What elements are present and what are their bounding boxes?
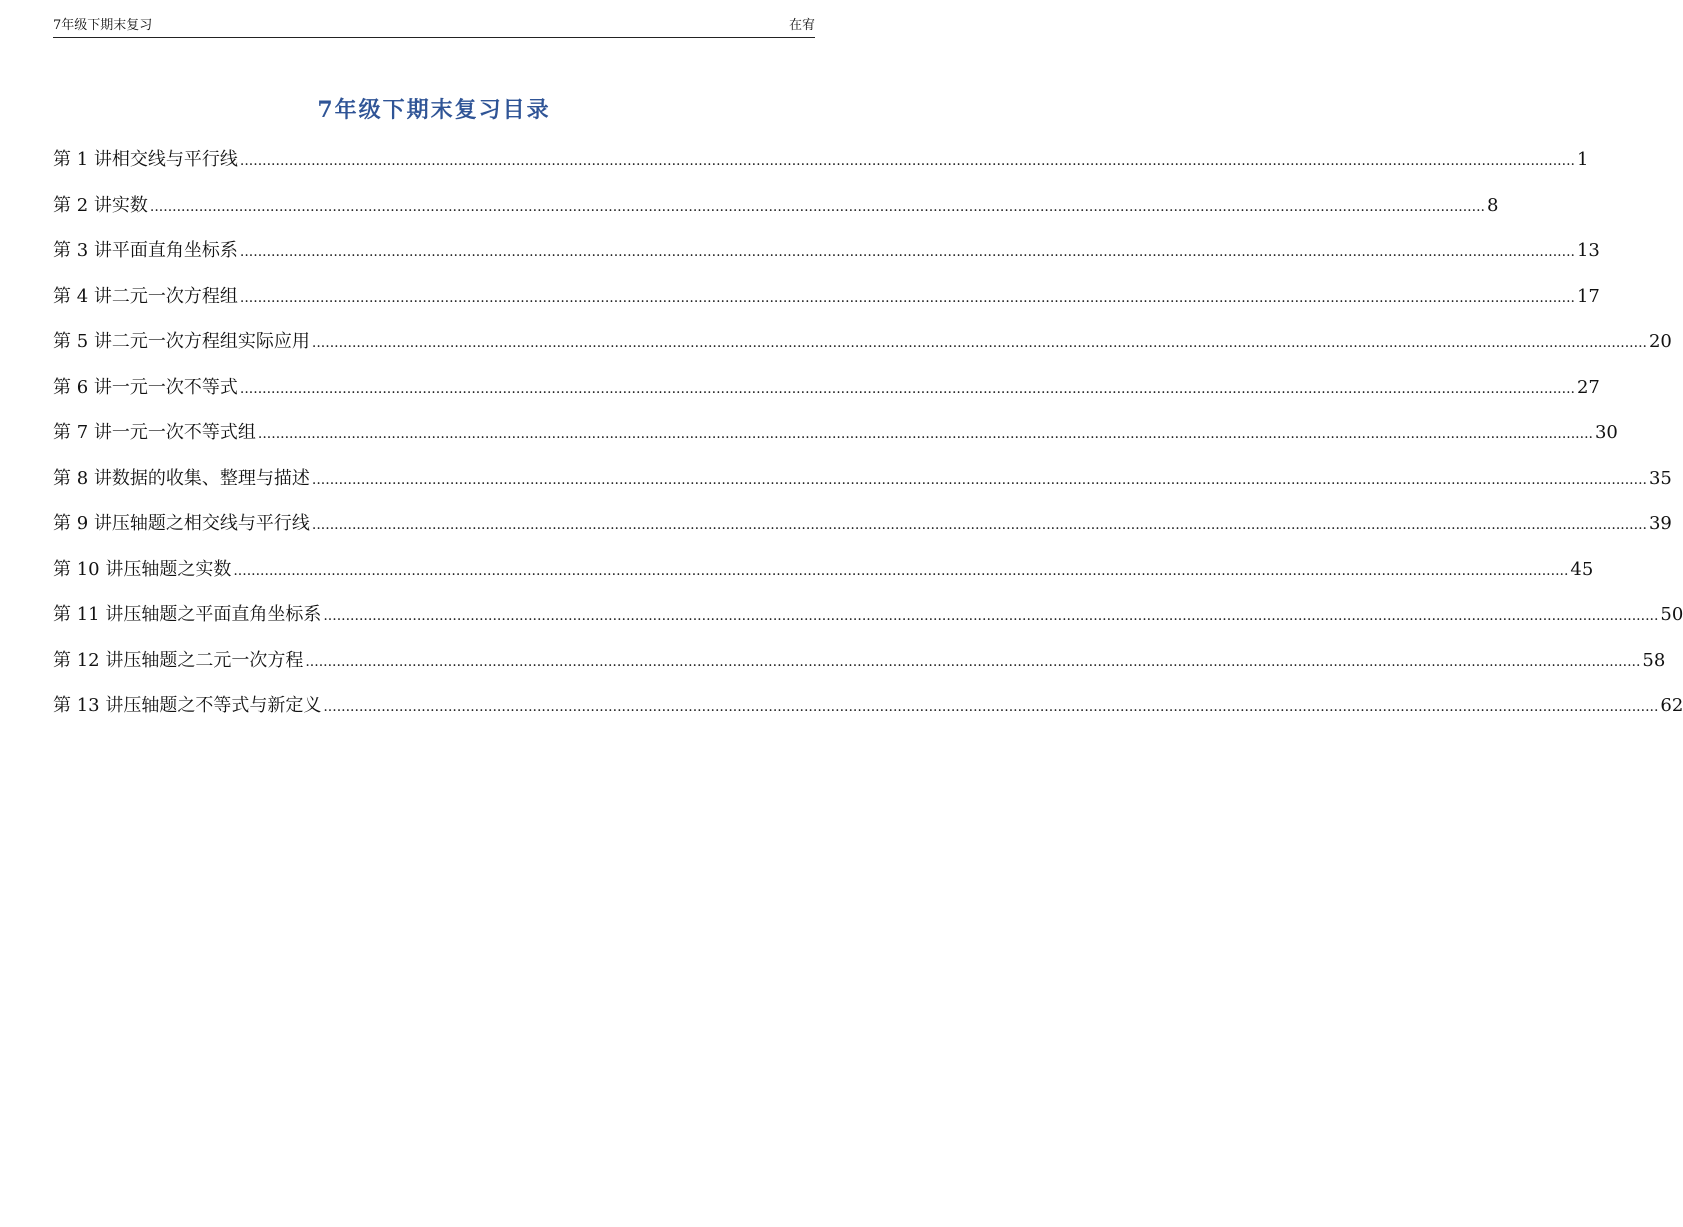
toc-entry-page: 39 <box>1648 513 1672 534</box>
header-left-text: 7年级下期末复习 <box>53 18 153 33</box>
toc-entry-leader: ............................................................................................................................................................................................................................................................................................................ <box>323 699 1659 715</box>
toc-entry-number: 第 6 讲 <box>53 376 112 398</box>
toc-entry-page: 45 <box>1570 558 1594 580</box>
toc-entry-title: 一元一次不等式 <box>111 376 238 398</box>
toc-entry-page: 58 <box>1642 649 1666 671</box>
toc-entry-page: 17 <box>1576 285 1600 307</box>
toc-entry[interactable] <box>53 237 1600 283</box>
toc-entry-leader: ............................................................................................................................................................................................................................................................................................................ <box>311 517 1647 533</box>
toc-title: 7年级下期末复习目录 <box>317 97 551 123</box>
toc-entry[interactable] <box>53 601 1683 647</box>
toc-entry-number: 第 13 讲 <box>53 695 124 716</box>
toc-entry-title: 二元一次方程组实际应用 <box>111 331 310 352</box>
toc-entry-title: 压轴题之相交线与平行线 <box>111 513 310 534</box>
toc-entry-page: 35 <box>1648 467 1672 489</box>
toc-entry-number: 第 4 讲 <box>53 285 112 307</box>
toc-list <box>53 146 1683 738</box>
toc-entry-number: 第 7 讲 <box>53 422 112 443</box>
toc-entry-number: 第 3 讲 <box>53 240 112 261</box>
toc-entry-number: 第 11 讲 <box>53 604 124 625</box>
toc-entry[interactable] <box>53 328 1672 374</box>
toc-entry-page: 30 <box>1594 422 1618 443</box>
toc-entry-page: 8 <box>1486 194 1499 216</box>
toc-entry-leader: ............................................................................................................................................................................................................................................................................................................ <box>311 335 1647 351</box>
toc-entry-leader: ............................................................................................................................................................................................................................................................................................................ <box>149 198 1485 215</box>
toc-entry-number: 第 2 讲 <box>53 194 112 216</box>
toc-entry-number: 第 9 讲 <box>53 513 112 534</box>
toc-entry-title: 相交线与平行线 <box>111 149 238 170</box>
toc-entry[interactable] <box>53 556 1594 602</box>
page-header <box>53 16 815 38</box>
toc-entry[interactable] <box>53 465 1672 511</box>
toc-entry-number: 第 10 讲 <box>53 558 124 580</box>
toc-entry-title: 二元一次方程组 <box>111 285 238 307</box>
toc-entry[interactable] <box>53 419 1618 465</box>
toc-entry-title: 压轴题之二元一次方程 <box>123 649 304 671</box>
toc-entry-leader: ............................................................................................................................................................................................................................................................................................................ <box>233 562 1569 579</box>
toc-entry[interactable] <box>53 647 1666 693</box>
toc-entry-title: 压轴题之实数 <box>123 558 232 580</box>
toc-entry[interactable] <box>53 192 1499 238</box>
toc-entry-leader: ............................................................................................................................................................................................................................................................................................................ <box>257 426 1593 442</box>
toc-entry[interactable] <box>53 374 1600 420</box>
toc-entry-page: 20 <box>1648 331 1672 352</box>
toc-entry-leader: ............................................................................................................................................................................................................................................................................................................ <box>323 608 1659 624</box>
toc-entry[interactable] <box>53 146 1589 192</box>
toc-entry-leader: ............................................................................................................................................................................................................................................................................................................ <box>239 244 1575 260</box>
toc-entry-title: 压轴题之不等式与新定义 <box>123 695 322 716</box>
header-right-text: 在宥 <box>788 18 815 33</box>
toc-entry-title: 平面直角坐标系 <box>111 240 238 261</box>
toc-entry-page: 62 <box>1660 695 1683 716</box>
toc-entry[interactable] <box>53 283 1600 329</box>
toc-entry-page: 1 <box>1576 149 1589 170</box>
toc-entry-number: 第 12 讲 <box>53 649 124 671</box>
toc-entry-title: 实数 <box>111 194 148 216</box>
toc-entry-leader: ............................................................................................................................................................................................................................................................................................................ <box>305 653 1641 670</box>
toc-entry-number: 第 5 讲 <box>53 331 112 352</box>
toc-entry[interactable] <box>53 510 1672 556</box>
toc-entry-page: 13 <box>1576 240 1600 261</box>
toc-entry-title: 数据的收集、整理与描述 <box>111 467 310 489</box>
toc-entry[interactable] <box>53 692 1683 738</box>
toc-entry-number: 第 8 讲 <box>53 467 112 489</box>
toc-entry-title: 一元一次不等式组 <box>111 422 256 443</box>
toc-entry-leader: ............................................................................................................................................................................................................................................................................................................ <box>239 153 1575 169</box>
toc-entry-page: 27 <box>1576 376 1600 398</box>
toc-entry-leader: ............................................................................................................................................................................................................................................................................................................ <box>239 289 1575 306</box>
toc-entry-number: 第 1 讲 <box>53 149 112 170</box>
toc-entry-title: 压轴题之平面直角坐标系 <box>123 604 322 625</box>
toc-entry-page: 50 <box>1660 604 1683 625</box>
toc-entry-leader: ............................................................................................................................................................................................................................................................................................................ <box>239 380 1575 397</box>
toc-entry-leader: ............................................................................................................................................................................................................................................................................................................ <box>311 471 1647 488</box>
